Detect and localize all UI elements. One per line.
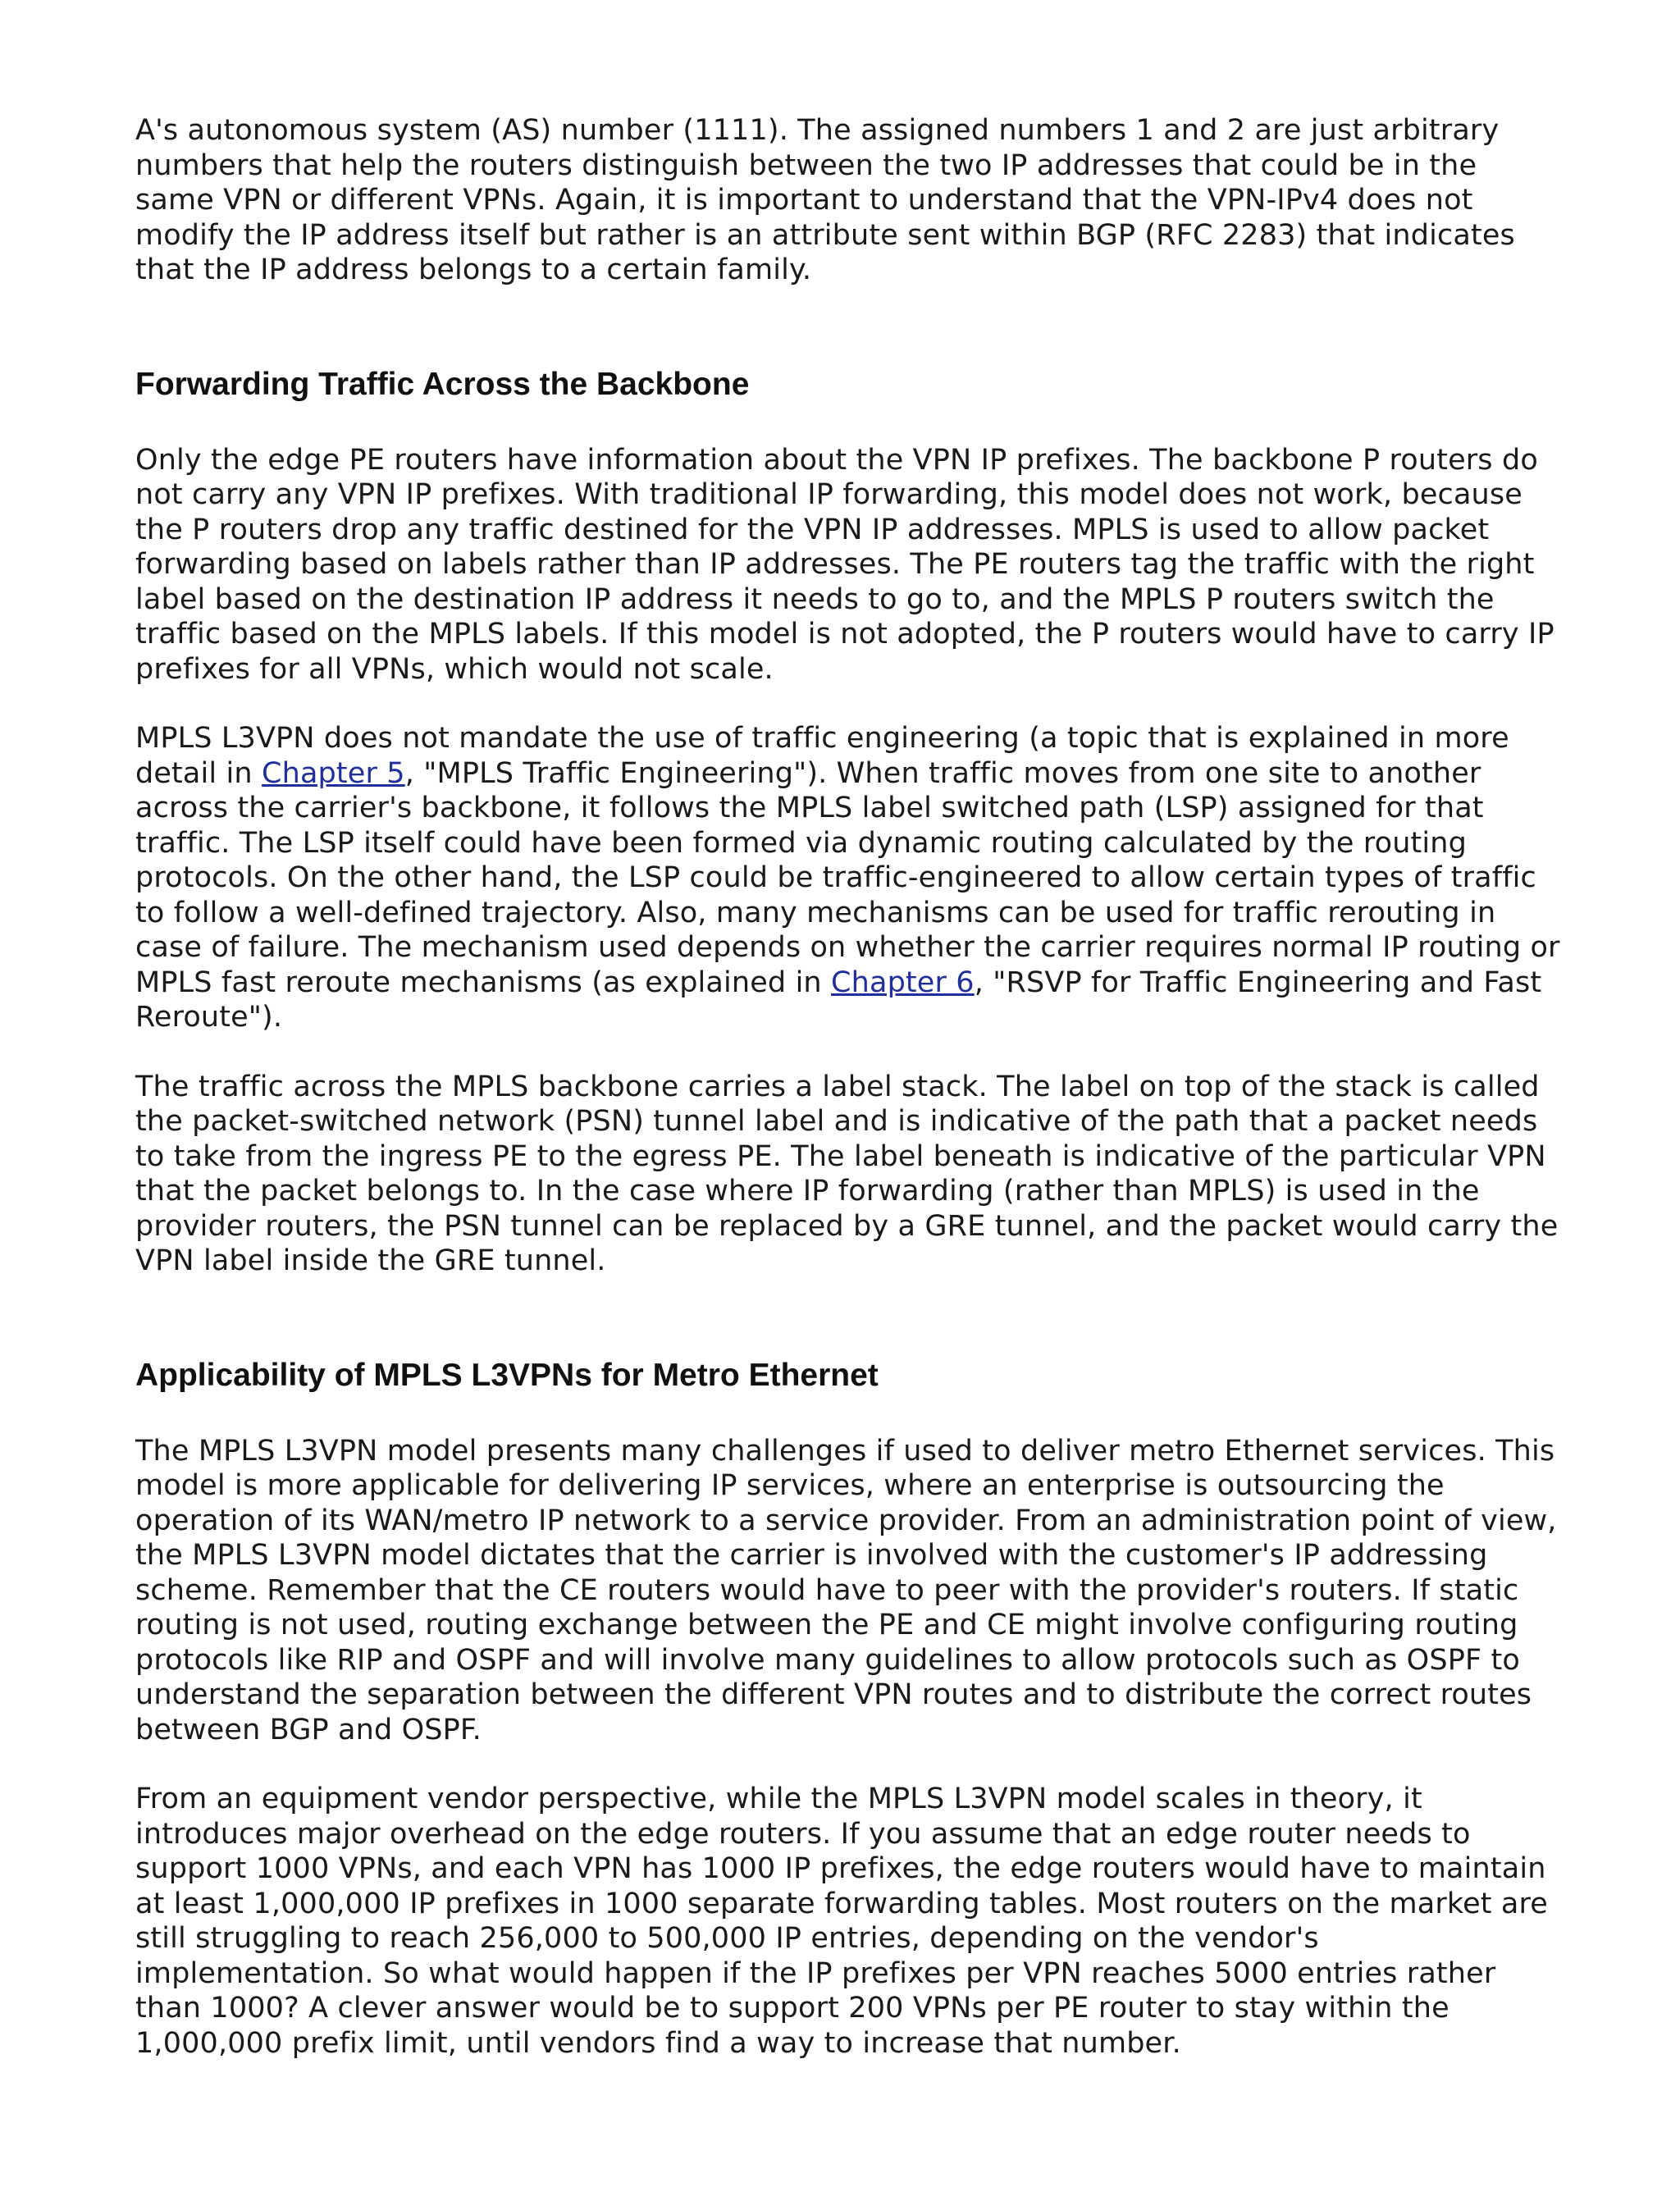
heading-applicability: Applicability of MPLS L3VPNs for Metro Ethernet xyxy=(135,1357,879,1393)
te-text-part2: , "MPLS Traffic Engineering"). When traffic moves from one site to another across the carrier's backbone, it follows the MPLS label switched path (LSP) assigned for that traffic. The LSP itself could have been formed via dynamic routing calculated by the routing protocols. On the other hand, the LSP could be traffic-engineered to allow certain types of traffic to follow a well-defined trajectory. Also, many mechanisms can be used for traffic rerouting in case of failure. The mechanism used depends on whether the carrier requires normal IP routing or MPLS fast reroute mechanisms (as explained in xyxy=(135,756,1560,999)
document-page xyxy=(135,113,1563,2095)
chapter-6-link[interactable]: Chapter 6 xyxy=(831,966,975,999)
paragraph-label-stack: The traffic across the MPLS backbone carries a label stack. The label on top of the stack is called the packet-switched network (PSN) tunnel label and is indicative of the path that a packet needs to take from the ingress PE to the egress PE. The label beneath is indicative of the particular VPN that the packet belongs to. In the case where IP forwarding (rather than MPLS) is used in the provider routers, the PSN tunnel can be replaced by a GRE tunnel, and the packet would carry the VPN label inside the GRE tunnel. xyxy=(135,1070,1559,1277)
paragraph-traffic-engineering xyxy=(135,721,1563,1035)
te-text-part3: , "RSVP for Traffic Engineering and Fast Reroute"). xyxy=(135,966,1542,1034)
paragraph-as-number: A's autonomous system (AS) number (1111). The assigned numbers 1 and 2 are just arbitrary numbers that help the routers distinguish between the two IP addresses that could be in the same VPN or different VPNs. Again, it is important to understand that the VPN-IPv4 does not modify the IP address itself but rather is an attribute sent within BGP (RFC 2283) that indicates that the IP address belongs to a certain family. xyxy=(135,114,1515,286)
heading-forwarding-traffic: Forwarding Traffic Across the Backbone xyxy=(135,366,750,402)
paragraph-edge-pe-routers: Only the edge PE routers have information about the VPN IP prefixes. The backbone P routers do not carry any VPN IP prefixes. With traditional IP forwarding, this model does not work, because the P routers drop any traffic destined for the VPN IP addresses. MPLS is used to allow packet forwarding based on labels rather than IP addresses. The PE routers tag the traffic with the right label based on the destination IP address it needs to go to, and the MPLS P routers switch the traffic based on the MPLS labels. If this model is not adopted, the P routers would have to carry IP prefixes for all VPNs, which would not scale. xyxy=(135,443,1554,686)
paragraph-l3vpn-challenges: The MPLS L3VPN model presents many challenges if used to deliver metro Ethernet services. This model is more applicable for delivering IP services, where an enterprise is outsourcing the operation of its WAN/metro IP network to a service provider. From an administration point of view, the MPLS L3VPN model dictates that the carrier is involved with the customer's IP addressing scheme. Remember that the CE routers would have to peer with the provider's routers. If static routing is not used, routing exchange between the PE and CE might involve configuring routing protocols like RIP and OSPF and will involve many guidelines to allow protocols such as OSPF to understand the separation between the different VPN routes and to distribute the correct routes between BGP and OSPF. xyxy=(135,1434,1557,1746)
chapter-5-link[interactable]: Chapter 5 xyxy=(262,756,405,790)
te-text-part1: MPLS L3VPN does not mandate the use of traffic engineering (a topic that is explained in more detail in xyxy=(135,722,1509,790)
paragraph-vendor-perspective: From an equipment vendor perspective, while the MPLS L3VPN model scales in theory, it introduces major overhead on the edge routers. If you assume that an edge router needs to support 1000 VPNs, and each VPN has 1000 IP prefixes, the edge routers would have to maintain at least 1,000,000 IP prefixes in 1000 separate forwarding tables. Most routers on the market are still struggling to reach 256,000 to 500,000 IP entries, depending on the vendor's implementation. So what would happen if the IP prefixes per VPN reaches 5000 entries rather than 1000? A clever answer would be to support 200 VPNs per PE router to stay within the 1,000,000 prefix limit, until vendors find a way to increase that number. xyxy=(135,1783,1548,2060)
